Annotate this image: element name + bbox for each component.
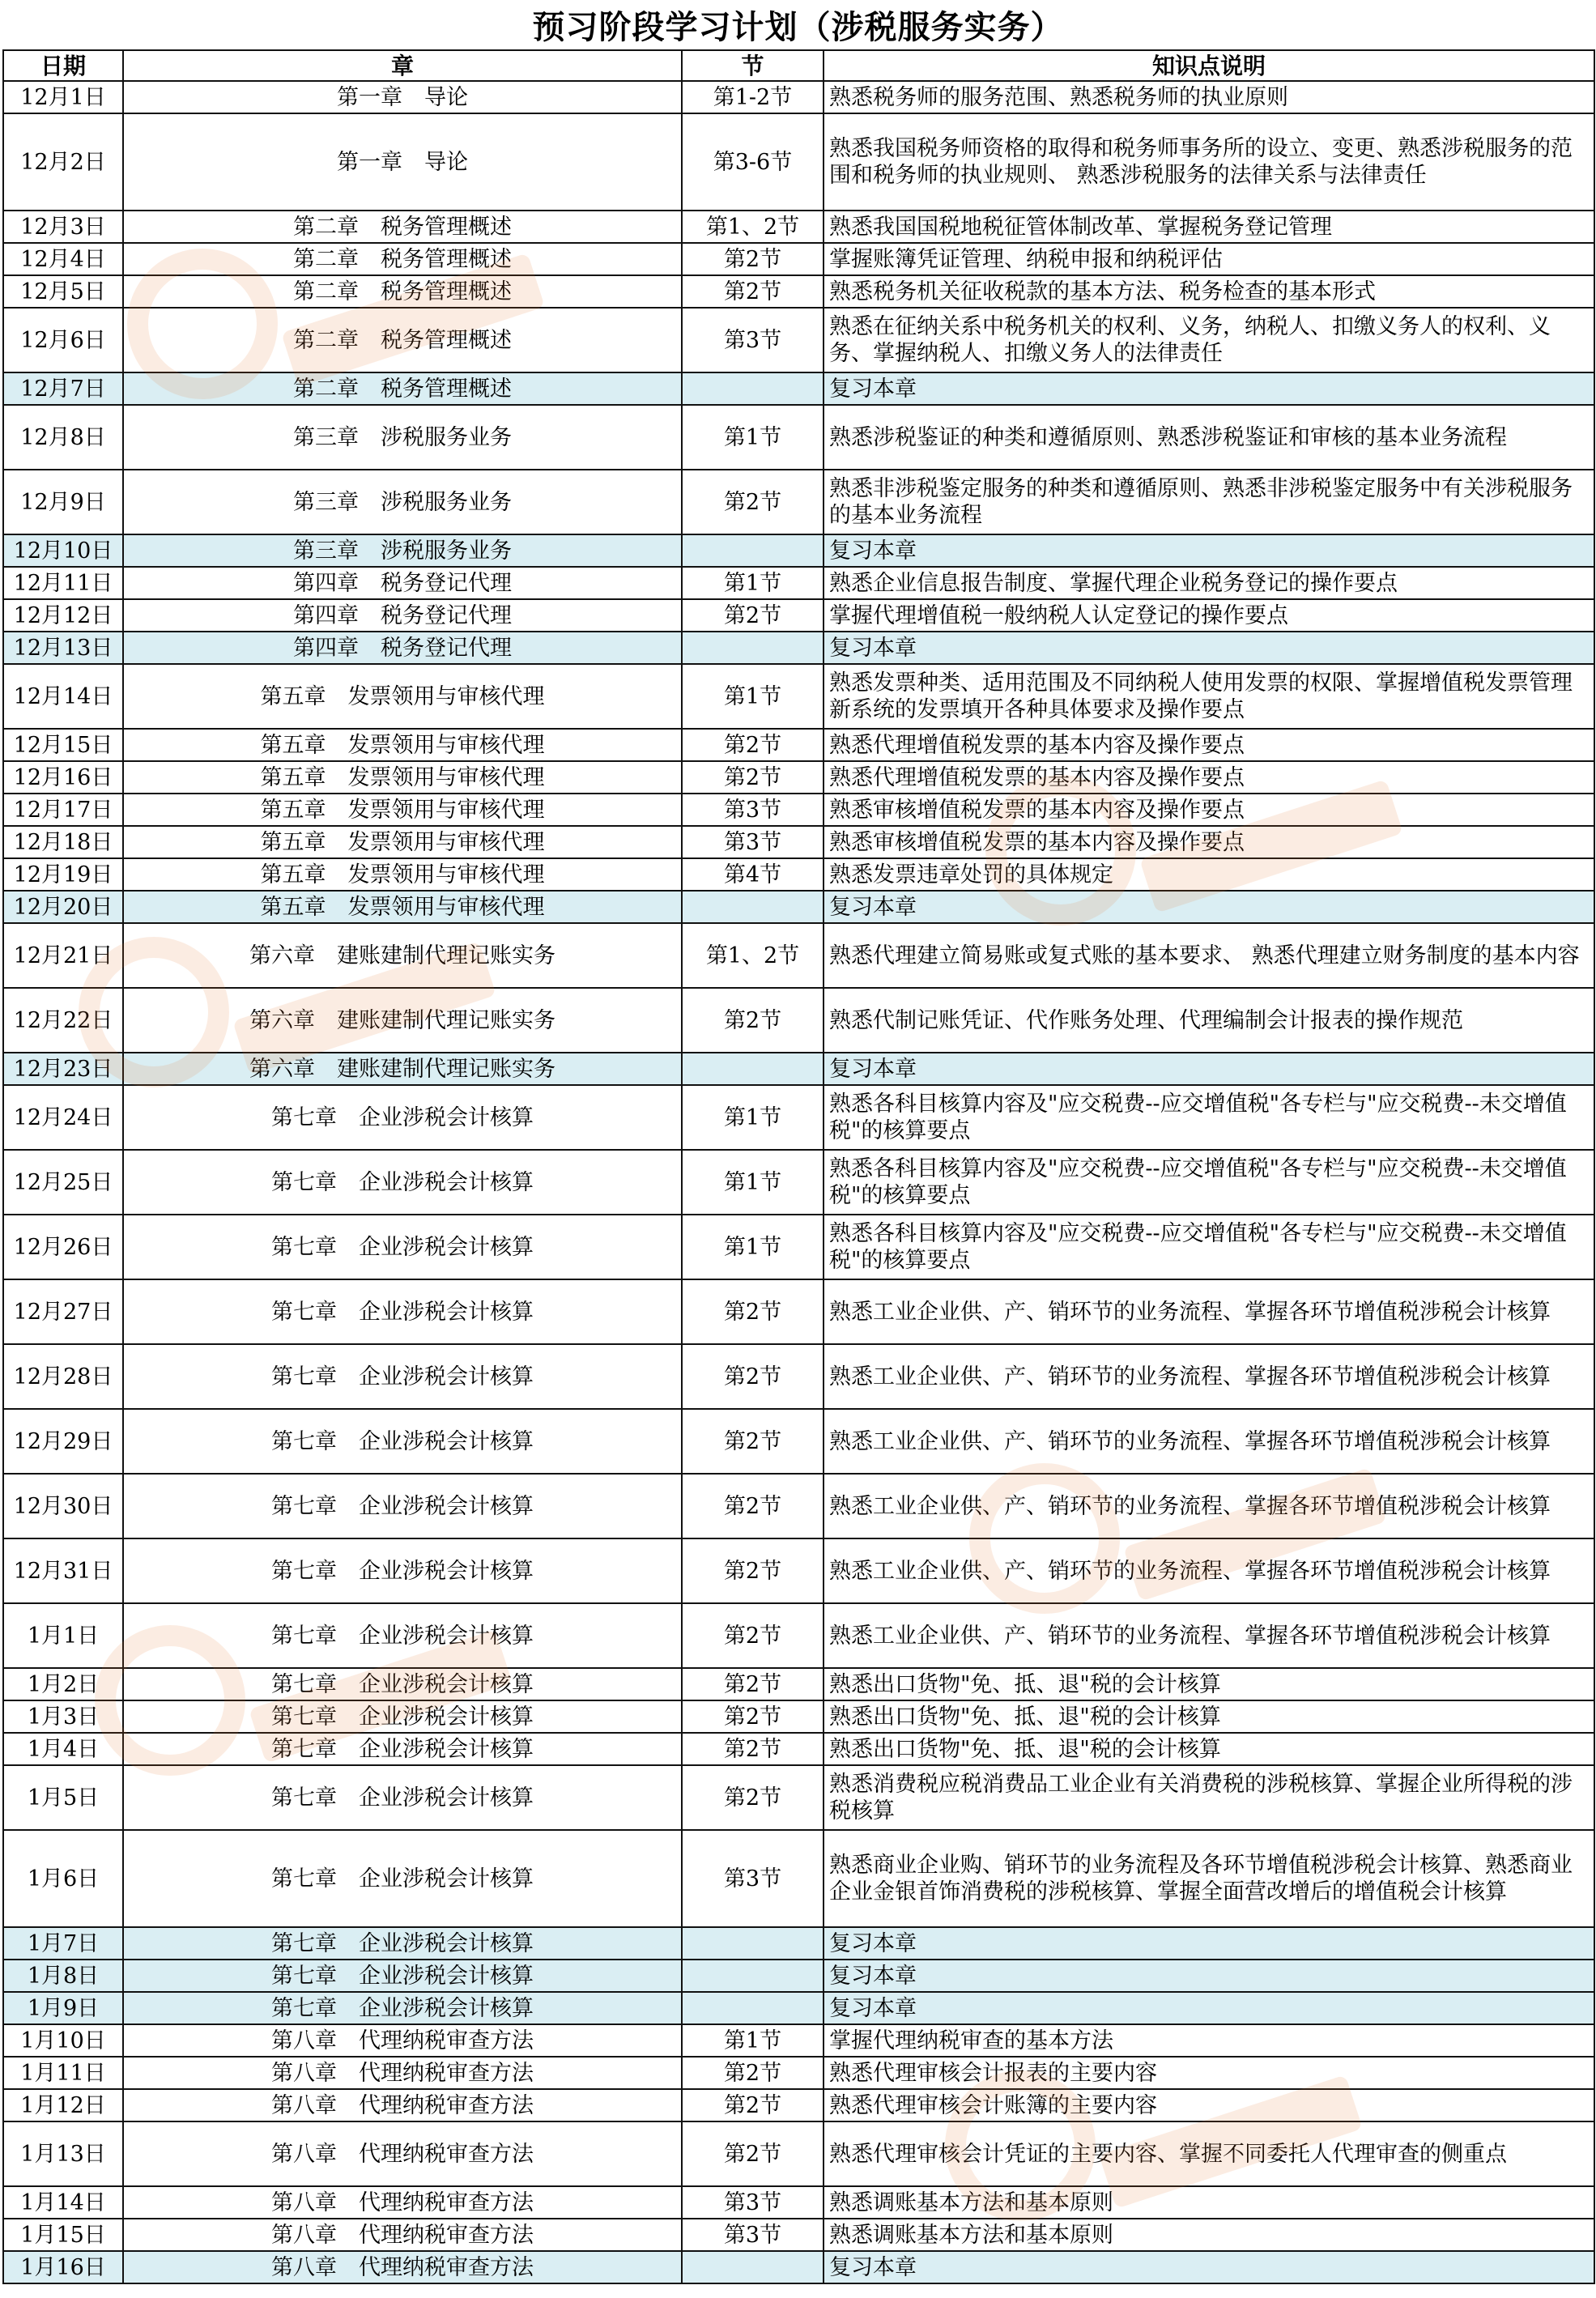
date-cell: 12月4日 xyxy=(3,243,123,275)
date-cell: 1月11日 xyxy=(3,2057,123,2089)
chapter-cell: 第八章 代理纳税审查方法 xyxy=(123,2024,682,2057)
section-cell: 第2节 xyxy=(682,2121,824,2186)
table-row xyxy=(3,1150,1594,1215)
review-row xyxy=(3,1992,1594,2024)
chapter-cell: 第一章 导论 xyxy=(123,113,682,211)
section-cell xyxy=(682,1992,824,2024)
table-row xyxy=(3,1765,1594,1830)
table-row xyxy=(3,1474,1594,1538)
section-cell: 第2节 xyxy=(682,1603,824,1668)
table-row xyxy=(3,1409,1594,1474)
date-cell: 12月11日 xyxy=(3,567,123,599)
date-cell: 1月15日 xyxy=(3,2219,123,2251)
date-cell: 1月2日 xyxy=(3,1668,123,1700)
table-row xyxy=(3,211,1594,243)
date-cell: 12月26日 xyxy=(3,1215,123,1279)
chapter-cell: 第六章 建账建制代理记账实务 xyxy=(123,923,682,988)
description-cell: 熟悉涉税鉴证的种类和遵循原则、熟悉涉税鉴证和审核的基本业务流程 xyxy=(824,405,1594,470)
description-cell: 掌握账簿凭证管理、纳税申报和纳税评估 xyxy=(824,243,1594,275)
table-row xyxy=(3,2121,1594,2186)
date-cell: 1月14日 xyxy=(3,2186,123,2219)
description-cell: 熟悉我国税务师资格的取得和税务师事务所的设立、变更、熟悉涉税服务的范围和税务师的执业规则、 熟悉涉税服务的法律关系与法律责任 xyxy=(824,113,1594,211)
section-cell xyxy=(682,1960,824,1992)
chapter-cell: 第四章 税务登记代理 xyxy=(123,599,682,632)
table-row xyxy=(3,923,1594,988)
header-chapter: 章 xyxy=(123,50,682,81)
section-cell: 第2节 xyxy=(682,243,824,275)
description-cell: 熟悉消费税应税消费品工业企业有关消费税的涉税核算、掌握企业所得税的涉税核算 xyxy=(824,1765,1594,1830)
chapter-cell: 第七章 企业涉税会计核算 xyxy=(123,1992,682,2024)
table-row xyxy=(3,243,1594,275)
chapter-cell: 第四章 税务登记代理 xyxy=(123,567,682,599)
description-cell: 熟悉出口货物"免、抵、退"税的会计核算 xyxy=(824,1700,1594,1733)
review-row xyxy=(3,1053,1594,1085)
date-cell: 12月7日 xyxy=(3,372,123,405)
section-cell: 第2节 xyxy=(682,2057,824,2089)
description-cell: 熟悉出口货物"免、抵、退"税的会计核算 xyxy=(824,1733,1594,1765)
chapter-cell: 第七章 企业涉税会计核算 xyxy=(123,1927,682,1960)
date-cell: 12月9日 xyxy=(3,470,123,534)
description-cell: 复习本章 xyxy=(824,372,1594,405)
description-cell: 复习本章 xyxy=(824,891,1594,923)
chapter-cell: 第四章 税务登记代理 xyxy=(123,632,682,664)
date-cell: 12月12日 xyxy=(3,599,123,632)
chapter-cell: 第二章 税务管理概述 xyxy=(123,372,682,405)
section-cell: 第2节 xyxy=(682,1409,824,1474)
table-row xyxy=(3,1344,1594,1409)
section-cell: 第1、2节 xyxy=(682,211,824,243)
table-row xyxy=(3,81,1594,113)
date-cell: 1月9日 xyxy=(3,1992,123,2024)
description-cell: 复习本章 xyxy=(824,2251,1594,2283)
table-row xyxy=(3,1830,1594,1927)
table-row xyxy=(3,2057,1594,2089)
date-cell: 1月6日 xyxy=(3,1830,123,1927)
description-cell: 熟悉审核增值税发票的基本内容及操作要点 xyxy=(824,794,1594,826)
table-row xyxy=(3,2186,1594,2219)
description-cell: 熟悉工业企业供、产、销环节的业务流程、掌握各环节增值税涉税会计核算 xyxy=(824,1603,1594,1668)
description-cell: 熟悉代制记账凭证、代作账务处理、代理编制会计报表的操作规范 xyxy=(824,988,1594,1053)
chapter-cell: 第五章 发票领用与审核代理 xyxy=(123,858,682,891)
description-cell: 熟悉代理增值税发票的基本内容及操作要点 xyxy=(824,729,1594,761)
chapter-cell: 第七章 企业涉税会计核算 xyxy=(123,1344,682,1409)
description-cell: 复习本章 xyxy=(824,1960,1594,1992)
date-cell: 12月17日 xyxy=(3,794,123,826)
chapter-cell: 第七章 企业涉税会计核算 xyxy=(123,1279,682,1344)
section-cell: 第2节 xyxy=(682,1668,824,1700)
chapter-cell: 第七章 企业涉税会计核算 xyxy=(123,1409,682,1474)
date-cell: 12月14日 xyxy=(3,664,123,729)
table-row xyxy=(3,729,1594,761)
table-row xyxy=(3,794,1594,826)
description-cell: 熟悉在征纳关系中税务机关的权利、义务，纳税人、扣缴义务人的权利、义务、掌握纳税人、扣缴义务人的法律责任 xyxy=(824,308,1594,372)
date-cell: 12月23日 xyxy=(3,1053,123,1085)
section-cell: 第2节 xyxy=(682,599,824,632)
description-cell: 掌握代理纳税审查的基本方法 xyxy=(824,2024,1594,2057)
table-row xyxy=(3,567,1594,599)
chapter-cell: 第三章 涉税服务业务 xyxy=(123,470,682,534)
date-cell: 12月29日 xyxy=(3,1409,123,1474)
description-cell: 复习本章 xyxy=(824,1053,1594,1085)
date-cell: 12月24日 xyxy=(3,1085,123,1150)
description-cell: 熟悉非涉税鉴定服务的种类和遵循原则、熟悉非涉税鉴定服务中有关涉税服务的基本业务流程 xyxy=(824,470,1594,534)
chapter-cell: 第五章 发票领用与审核代理 xyxy=(123,761,682,794)
chapter-cell: 第八章 代理纳税审查方法 xyxy=(123,2057,682,2089)
chapter-cell: 第七章 企业涉税会计核算 xyxy=(123,1474,682,1538)
date-cell: 12月30日 xyxy=(3,1474,123,1538)
chapter-cell: 第二章 税务管理概述 xyxy=(123,308,682,372)
table-row xyxy=(3,1085,1594,1150)
section-cell xyxy=(682,632,824,664)
table-row xyxy=(3,1279,1594,1344)
table-row xyxy=(3,1668,1594,1700)
section-cell: 第2节 xyxy=(682,729,824,761)
section-cell xyxy=(682,372,824,405)
description-cell: 熟悉税务机关征收税款的基本方法、税务检查的基本形式 xyxy=(824,275,1594,308)
table-row xyxy=(3,826,1594,858)
page-title: 预习阶段学习计划（涉税服务实务） xyxy=(532,7,1064,46)
chapter-cell: 第二章 税务管理概述 xyxy=(123,211,682,243)
section-cell: 第3节 xyxy=(682,794,824,826)
date-cell: 12月15日 xyxy=(3,729,123,761)
description-cell: 熟悉调账基本方法和基本原则 xyxy=(824,2219,1594,2251)
description-cell: 熟悉代理审核会计凭证的主要内容、掌握不同委托人代理审查的侧重点 xyxy=(824,2121,1594,2186)
chapter-cell: 第五章 发票领用与审核代理 xyxy=(123,826,682,858)
section-cell xyxy=(682,891,824,923)
table-row xyxy=(3,664,1594,729)
date-cell: 12月19日 xyxy=(3,858,123,891)
description-cell: 熟悉代理增值税发票的基本内容及操作要点 xyxy=(824,761,1594,794)
description-cell: 熟悉工业企业供、产、销环节的业务流程、掌握各环节增值税涉税会计核算 xyxy=(824,1279,1594,1344)
section-cell xyxy=(682,1053,824,1085)
date-cell: 12月8日 xyxy=(3,405,123,470)
chapter-cell: 第八章 代理纳税审查方法 xyxy=(123,2089,682,2121)
section-cell: 第1节 xyxy=(682,567,824,599)
date-cell: 12月21日 xyxy=(3,923,123,988)
date-cell: 1月10日 xyxy=(3,2024,123,2057)
date-cell: 12月3日 xyxy=(3,211,123,243)
date-cell: 12月16日 xyxy=(3,761,123,794)
table-body xyxy=(3,81,1594,2283)
study-plan-table xyxy=(2,49,1595,2284)
chapter-cell: 第三章 涉税服务业务 xyxy=(123,534,682,567)
description-cell: 熟悉我国国税地税征管体制改革、掌握税务登记管理 xyxy=(824,211,1594,243)
table-row xyxy=(3,858,1594,891)
description-cell: 掌握代理增值税一般纳税人认定登记的操作要点 xyxy=(824,599,1594,632)
description-cell: 熟悉代理审核会计账簿的主要内容 xyxy=(824,2089,1594,2121)
description-cell: 复习本章 xyxy=(824,632,1594,664)
section-cell: 第2节 xyxy=(682,470,824,534)
date-cell: 12月13日 xyxy=(3,632,123,664)
table-row xyxy=(3,1538,1594,1603)
table-row xyxy=(3,1700,1594,1733)
date-cell: 12月1日 xyxy=(3,81,123,113)
section-cell: 第2节 xyxy=(682,275,824,308)
date-cell: 1月4日 xyxy=(3,1733,123,1765)
chapter-cell: 第八章 代理纳税审查方法 xyxy=(123,2219,682,2251)
chapter-cell: 第七章 企业涉税会计核算 xyxy=(123,1215,682,1279)
section-cell: 第3节 xyxy=(682,1830,824,1927)
section-cell: 第3节 xyxy=(682,2186,824,2219)
table-row xyxy=(3,275,1594,308)
chapter-cell: 第七章 企业涉税会计核算 xyxy=(123,1765,682,1830)
date-cell: 12月31日 xyxy=(3,1538,123,1603)
table-row xyxy=(3,761,1594,794)
description-cell: 熟悉工业企业供、产、销环节的业务流程、掌握各环节增值税涉税会计核算 xyxy=(824,1344,1594,1409)
description-cell: 熟悉工业企业供、产、销环节的业务流程、掌握各环节增值税涉税会计核算 xyxy=(824,1474,1594,1538)
date-cell: 12月22日 xyxy=(3,988,123,1053)
chapter-cell: 第五章 发票领用与审核代理 xyxy=(123,794,682,826)
date-cell: 1月12日 xyxy=(3,2089,123,2121)
section-cell: 第3节 xyxy=(682,2219,824,2251)
chapter-cell: 第一章 导论 xyxy=(123,81,682,113)
table-row xyxy=(3,308,1594,372)
section-cell xyxy=(682,1927,824,1960)
description-cell: 熟悉税务师的服务范围、熟悉税务师的执业原则 xyxy=(824,81,1594,113)
section-cell: 第1节 xyxy=(682,2024,824,2057)
section-cell: 第4节 xyxy=(682,858,824,891)
description-cell: 复习本章 xyxy=(824,1927,1594,1960)
section-cell: 第1、2节 xyxy=(682,923,824,988)
header-section: 节 xyxy=(682,50,824,81)
chapter-cell: 第七章 企业涉税会计核算 xyxy=(123,1668,682,1700)
date-cell: 12月18日 xyxy=(3,826,123,858)
header-description: 知识点说明 xyxy=(824,50,1594,81)
date-cell: 1月3日 xyxy=(3,1700,123,1733)
chapter-cell: 第七章 企业涉税会计核算 xyxy=(123,1538,682,1603)
review-row xyxy=(3,1960,1594,1992)
description-cell: 熟悉各科目核算内容及"应交税费--应交增值税"各专栏与"应交税费--未交增值税"的核算要点 xyxy=(824,1215,1594,1279)
table-row xyxy=(3,470,1594,534)
review-row xyxy=(3,534,1594,567)
chapter-cell: 第八章 代理纳税审查方法 xyxy=(123,2121,682,2186)
date-cell: 1月8日 xyxy=(3,1960,123,1992)
chapter-cell: 第三章 涉税服务业务 xyxy=(123,405,682,470)
section-cell: 第1节 xyxy=(682,664,824,729)
date-cell: 12月10日 xyxy=(3,534,123,567)
date-cell: 1月1日 xyxy=(3,1603,123,1668)
date-cell: 12月5日 xyxy=(3,275,123,308)
description-cell: 熟悉发票种类、适用范围及不同纳税人使用发票的权限、掌握增值税发票管理新系统的发票填开各种具体要求及操作要点 xyxy=(824,664,1594,729)
chapter-cell: 第六章 建账建制代理记账实务 xyxy=(123,1053,682,1085)
review-row xyxy=(3,632,1594,664)
table-header-row xyxy=(3,50,1594,81)
chapter-cell: 第五章 发票领用与审核代理 xyxy=(123,729,682,761)
section-cell xyxy=(682,534,824,567)
description-cell: 熟悉代理审核会计报表的主要内容 xyxy=(824,2057,1594,2089)
review-row xyxy=(3,372,1594,405)
section-cell: 第2节 xyxy=(682,1765,824,1830)
table-row xyxy=(3,405,1594,470)
table-row xyxy=(3,113,1594,211)
section-cell: 第1节 xyxy=(682,1085,824,1150)
description-cell: 熟悉出口货物"免、抵、退"税的会计核算 xyxy=(824,1668,1594,1700)
chapter-cell: 第七章 企业涉税会计核算 xyxy=(123,1085,682,1150)
section-cell: 第2节 xyxy=(682,1474,824,1538)
description-cell: 熟悉各科目核算内容及"应交税费--应交增值税"各专栏与"应交税费--未交增值税"的核算要点 xyxy=(824,1150,1594,1215)
section-cell: 第2节 xyxy=(682,1733,824,1765)
chapter-cell: 第七章 企业涉税会计核算 xyxy=(123,1150,682,1215)
review-row xyxy=(3,891,1594,923)
section-cell: 第3节 xyxy=(682,308,824,372)
chapter-cell: 第八章 代理纳税审查方法 xyxy=(123,2186,682,2219)
description-cell: 熟悉代理建立简易账或复式账的基本要求、 熟悉代理建立财务制度的基本内容 xyxy=(824,923,1594,988)
chapter-cell: 第七章 企业涉税会计核算 xyxy=(123,1603,682,1668)
description-cell: 熟悉工业企业供、产、销环节的业务流程、掌握各环节增值税涉税会计核算 xyxy=(824,1409,1594,1474)
section-cell: 第2节 xyxy=(682,1344,824,1409)
section-cell xyxy=(682,2251,824,2283)
table-row xyxy=(3,2089,1594,2121)
chapter-cell: 第二章 税务管理概述 xyxy=(123,243,682,275)
description-cell: 熟悉工业企业供、产、销环节的业务流程、掌握各环节增值税涉税会计核算 xyxy=(824,1538,1594,1603)
date-cell: 12月20日 xyxy=(3,891,123,923)
date-cell: 12月27日 xyxy=(3,1279,123,1344)
section-cell: 第2节 xyxy=(682,988,824,1053)
header-date: 日期 xyxy=(3,50,123,81)
section-cell: 第1节 xyxy=(682,1215,824,1279)
chapter-cell: 第七章 企业涉税会计核算 xyxy=(123,1733,682,1765)
table-row xyxy=(3,988,1594,1053)
review-row xyxy=(3,1927,1594,1960)
table-row xyxy=(3,2024,1594,2057)
description-cell: 熟悉企业信息报告制度、掌握代理企业税务登记的操作要点 xyxy=(824,567,1594,599)
chapter-cell: 第七章 企业涉税会计核算 xyxy=(123,1700,682,1733)
date-cell: 12月28日 xyxy=(3,1344,123,1409)
section-cell: 第3-6节 xyxy=(682,113,824,211)
chapter-cell: 第五章 发票领用与审核代理 xyxy=(123,891,682,923)
review-row xyxy=(3,2251,1594,2283)
section-cell: 第2节 xyxy=(682,1538,824,1603)
chapter-cell: 第六章 建账建制代理记账实务 xyxy=(123,988,682,1053)
date-cell: 12月25日 xyxy=(3,1150,123,1215)
description-cell: 熟悉审核增值税发票的基本内容及操作要点 xyxy=(824,826,1594,858)
chapter-cell: 第八章 代理纳税审查方法 xyxy=(123,2251,682,2283)
table-row xyxy=(3,599,1594,632)
chapter-cell: 第七章 企业涉税会计核算 xyxy=(123,1960,682,1992)
section-cell: 第1节 xyxy=(682,405,824,470)
chapter-cell: 第五章 发票领用与审核代理 xyxy=(123,664,682,729)
date-cell: 1月16日 xyxy=(3,2251,123,2283)
section-cell: 第2节 xyxy=(682,1700,824,1733)
section-cell: 第2节 xyxy=(682,1279,824,1344)
section-cell: 第2节 xyxy=(682,2089,824,2121)
description-cell: 熟悉调账基本方法和基本原则 xyxy=(824,2186,1594,2219)
table-row xyxy=(3,2219,1594,2251)
chapter-cell: 第二章 税务管理概述 xyxy=(123,275,682,308)
date-cell: 1月13日 xyxy=(3,2121,123,2186)
section-cell: 第1节 xyxy=(682,1150,824,1215)
section-cell: 第2节 xyxy=(682,761,824,794)
section-cell: 第3节 xyxy=(682,826,824,858)
description-cell: 复习本章 xyxy=(824,1992,1594,2024)
description-cell: 熟悉发票违章处罚的具体规定 xyxy=(824,858,1594,891)
section-cell: 第1-2节 xyxy=(682,81,824,113)
date-cell: 1月7日 xyxy=(3,1927,123,1960)
date-cell: 12月6日 xyxy=(3,308,123,372)
description-cell: 熟悉商业企业购、销环节的业务流程及各环节增值税涉税会计核算、熟悉商业企业金银首饰消费税的涉税核算、掌握全面营改增后的增值税会计核算 xyxy=(824,1830,1594,1927)
table-row xyxy=(3,1215,1594,1279)
table-row xyxy=(3,1733,1594,1765)
description-cell: 复习本章 xyxy=(824,534,1594,567)
description-cell: 熟悉各科目核算内容及"应交税费--应交增值税"各专栏与"应交税费--未交增值税"的核算要点 xyxy=(824,1085,1594,1150)
date-cell: 12月2日 xyxy=(3,113,123,211)
table-row xyxy=(3,1603,1594,1668)
date-cell: 1月5日 xyxy=(3,1765,123,1830)
chapter-cell: 第七章 企业涉税会计核算 xyxy=(123,1830,682,1927)
